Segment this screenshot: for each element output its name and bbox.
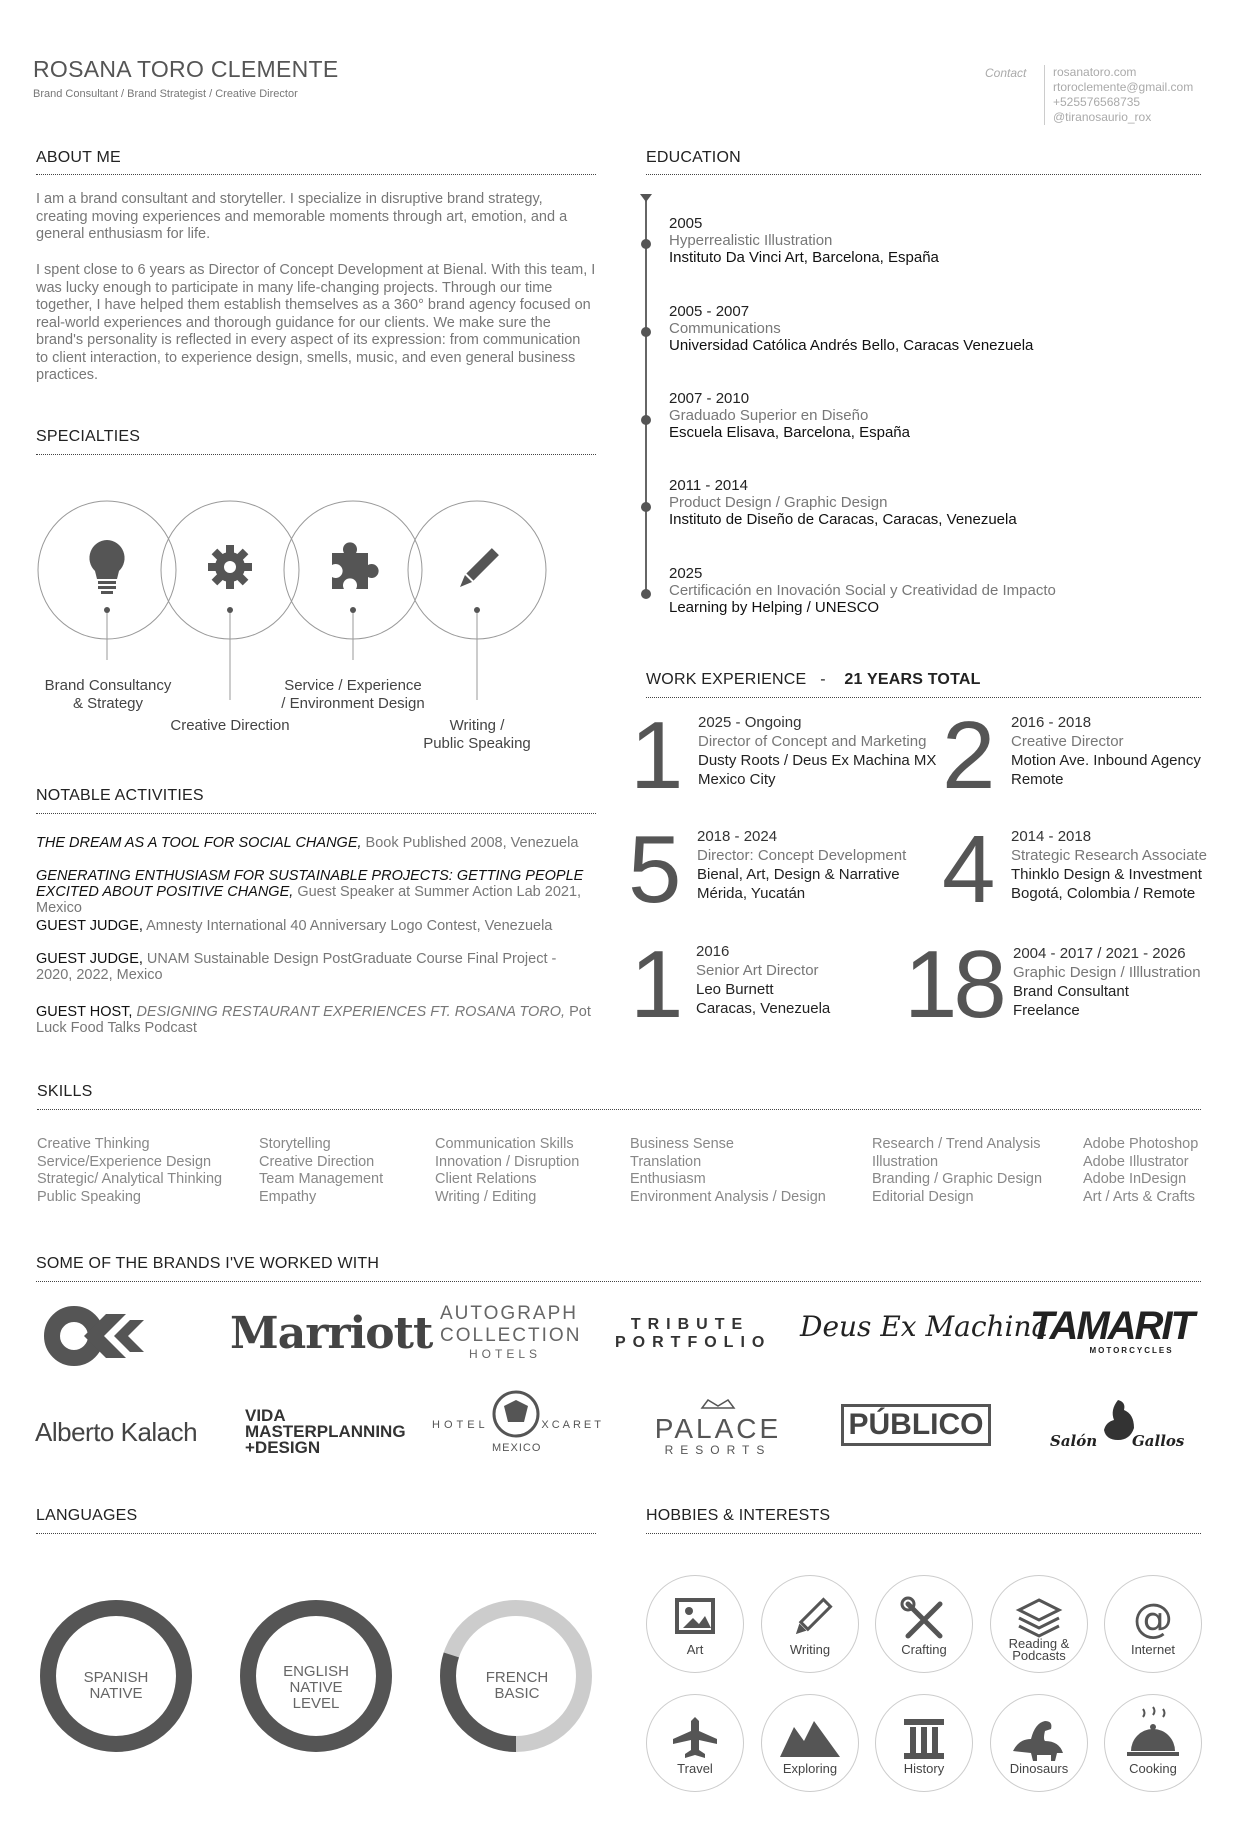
- activity-item: GUEST JUDGE, UNAM Sustainable Design PostGraduate Course Final Project - 2020, 2022, Mexico: [36, 951, 557, 983]
- hobbies-rule: [646, 1533, 1201, 1534]
- languages-title: LANGUAGES: [36, 1507, 138, 1524]
- activities-title: NOTABLE ACTIVITIES: [36, 787, 204, 804]
- hobby-label: Exploring: [782, 1761, 838, 1776]
- contact-phone[interactable]: +525576568735: [1053, 95, 1141, 109]
- work-years-number: 5: [628, 816, 682, 923]
- hobby-item: [990, 1694, 1088, 1792]
- vida-logo: VIDA MASTERPLANNING +DESIGN: [245, 1406, 406, 1457]
- hobbies-title: HOBBIES & INTERESTS: [646, 1507, 831, 1524]
- hobby-label: History: [903, 1761, 945, 1776]
- publico-logo: PÚBLICO: [841, 1404, 991, 1446]
- activity-item: GUEST JUDGE, Amnesty International 40 Anniversary Logo Contest, Venezuela: [36, 918, 553, 934]
- hobby-item: [1104, 1694, 1202, 1792]
- skills-column: Storytelling Creative Direction Team Management Empathy: [259, 1136, 384, 1205]
- hobby-label: Art: [686, 1642, 704, 1657]
- hobby-label: Internet: [1130, 1642, 1176, 1657]
- xcaret-logo: HOTEL XCARET MEXICO: [432, 1386, 604, 1456]
- activity-item: THE DREAM AS A TOOL FOR SOCIAL CHANGE, Book Published 2008, Venezuela: [36, 835, 579, 851]
- hobby-item: [646, 1575, 744, 1673]
- work-job: 2018 - 2024 Director: Concept Development Bienal, Art, Design & Narrative Mérida, Yucatán: [697, 828, 907, 902]
- specialties-rule: [36, 454, 596, 455]
- language-label: FRENCH BASIC: [485, 1669, 549, 1702]
- ok-logo: [44, 1304, 174, 1368]
- education-title: EDUCATION: [646, 149, 741, 166]
- hobby-label: Reading & Podcasts: [1008, 1636, 1070, 1663]
- work-job: 2025 - Ongoing Director of Concept and Marketing Dusty Roots / Deus Ex Machina MX Mexico City: [698, 714, 937, 788]
- gear-icon: [208, 545, 252, 589]
- resume-name: ROSANA TORO CLEMENTE: [33, 56, 339, 82]
- specialty-label-4: Writing / Public Speaking: [423, 717, 531, 752]
- skills-column: Creative Thinking Service/Experience Design Strategic/ Analytical Thinking Public Speaking: [37, 1136, 223, 1205]
- work-rule: [646, 697, 1201, 698]
- skills-column: Communication Skills Innovation / Disruption Client Relations Writing / Editing: [435, 1136, 580, 1205]
- resume-subtitle: Brand Consultant / Brand Strategist / Creative Director: [33, 88, 298, 100]
- salon-gallos-logo: Salón Gallos: [1050, 1396, 1180, 1456]
- hobby-label: Writing: [789, 1642, 831, 1657]
- skills-rule: [37, 1109, 1201, 1110]
- work-job: 2016 - 2018 Creative Director Motion Ave. Inbound Agency Remote: [1011, 714, 1201, 788]
- skills-column: Adobe Photoshop Adobe Illustrator Adobe InDesign Art / Arts & Crafts: [1083, 1136, 1199, 1205]
- work-years-number: 1: [630, 931, 684, 1038]
- contact-label: Contact: [985, 66, 1027, 80]
- contact-list: [1044, 65, 1193, 125]
- work-years-number: 1: [630, 702, 684, 809]
- tribute-logo: TRIBUTE PORTFOLIO: [615, 1316, 772, 1351]
- contact-website[interactable]: rosanatoro.com: [1053, 65, 1137, 79]
- skills-column: Research / Trend Analysis Illustration Branding / Graphic Design Editorial Design: [872, 1136, 1043, 1205]
- work-years-number: 2: [942, 702, 996, 809]
- work-title: WORK EXPERIENCE - 21 YEARS TOTAL: [646, 671, 981, 688]
- pencil-icon: [456, 548, 498, 590]
- work-years-number: 4: [942, 816, 996, 923]
- contact-email[interactable]: rtoroclemente@gmail.com: [1053, 80, 1194, 94]
- brands-rule: [36, 1281, 1201, 1282]
- about-title: ABOUT ME: [36, 149, 121, 166]
- deus-logo: Deus Ex Machina: [800, 1310, 1049, 1343]
- activities-rule: [36, 813, 596, 814]
- autograph-logo: AUTOGRAPH COLLECTION HOTELS: [440, 1303, 582, 1361]
- activity-item: GUEST HOST, DESIGNING RESTAURANT EXPERIENCES FT. ROSANA TORO, Pot Luck Food Talks Podcast: [36, 1004, 591, 1036]
- puzzle-icon: [332, 542, 379, 589]
- hobby-item: [646, 1694, 744, 1792]
- brands-title: SOME OF THE BRANDS I'VE WORKED WITH: [36, 1255, 380, 1272]
- languages-rule: [36, 1533, 596, 1534]
- about-rule: [36, 174, 596, 175]
- kalach-logo: Alberto Kalach: [35, 1417, 198, 1447]
- hobby-label: Dinosaurs: [1009, 1761, 1069, 1776]
- work-job: 2014 - 2018 Strategic Research Associate Thinklo Design & Investment Bogotá, Colombia / Remote: [1011, 828, 1207, 902]
- hobby-item: [761, 1575, 859, 1673]
- svg-text:@: @: [1133, 1596, 1173, 1642]
- about-paragraph-2: I spent close to 6 years as Director of Concept Development at Bienal. With this team, I was lucky enough to participate in many life-changing projects. Through our time together, I have helped them establish themselves as a 360° brand agency focused on real-world experiences and thorough guidance for our clients. We make sure the brand's personality is reflected in every aspect of its expression: from communication to client interaction, to experience design, smells, music, and even general business practices.: [36, 262, 596, 383]
- language-label: ENGLISH NATIVE LEVEL: [283, 1663, 349, 1712]
- activity-item: GENERATING ENTHUSIASM FOR SUSTAINABLE PROJECTS: GETTING PEOPLE EXCITED ABOUT POSITIVE CHANGE, Guest Speaker at Summer Action Lab 2021, Mexico: [36, 868, 584, 916]
- language-label: SPANISH NATIVE: [83, 1669, 149, 1702]
- specialties-title: SPECIALTIES: [36, 428, 141, 445]
- hobby-item: [1104, 1575, 1202, 1673]
- hobby-label: Crafting: [901, 1642, 947, 1657]
- hobby-label: Travel: [677, 1761, 713, 1776]
- about-paragraph-1: I am a brand consultant and storyteller. I specialize in disruptive brand strategy, creating moving experiences and memorable moments through art, emotion, and a general enthusiasm for life.: [36, 191, 568, 242]
- specialty-label-2: Creative Direction: [170, 717, 290, 734]
- hobby-item: [761, 1694, 859, 1792]
- education-item: 2007 - 2010 Graduado Superior en Diseño Escuela Elisava, Barcelona, España: [669, 390, 910, 441]
- palace-logo: PALACE RESORTS: [650, 1397, 786, 1457]
- hobby-item: [875, 1575, 973, 1673]
- skills-title: SKILLS: [37, 1083, 93, 1100]
- specialty-label-1: Brand Consultancy & Strategy: [44, 677, 172, 712]
- contact-social[interactable]: @tiranosaurio_rox: [1053, 110, 1152, 124]
- education-rule: [646, 174, 1201, 175]
- education-timeline: [636, 192, 656, 602]
- work-job: 2016 Senior Art Director Leo Burnett Caracas, Venezuela: [696, 943, 831, 1017]
- work-job: 2004 - 2017 / 2021 - 2026 Graphic Design / Illlustration Brand Consultant Freelance: [1013, 945, 1201, 1019]
- hobby-label: Cooking: [1129, 1761, 1177, 1776]
- lightbulb-icon: [89, 540, 124, 594]
- hobby-item: [990, 1575, 1088, 1673]
- tamarit-logo: TAMARIT MOTORCYCLES: [1030, 1304, 1193, 1355]
- crown-icon: [698, 1398, 738, 1410]
- education-item: 2011 - 2014 Product Design / Graphic Design Instituto de Diseño de Caracas, Caracas, Venezuela: [669, 477, 1017, 528]
- education-item: 2005 Hyperrealistic Illustration Instituto Da Vinci Art, Barcelona, España: [669, 215, 939, 266]
- education-item: 2005 - 2007 Communications Universidad Católica Andrés Bello, Caracas Venezuela: [669, 303, 1034, 354]
- specialty-label-3: Service / Experience / Environment Design: [281, 677, 425, 712]
- marriott-logo: Marriott: [230, 1308, 433, 1359]
- skills-column: Business Sense Translation Enthusiasm Environment Analysis / Design: [630, 1136, 826, 1205]
- hobby-item: [875, 1694, 973, 1792]
- education-item: 2025 Certificación en Inovación Social y Creatividad de Impacto Learning by Helping / UNESCO: [669, 565, 1056, 616]
- work-years-number: 18: [904, 931, 1003, 1038]
